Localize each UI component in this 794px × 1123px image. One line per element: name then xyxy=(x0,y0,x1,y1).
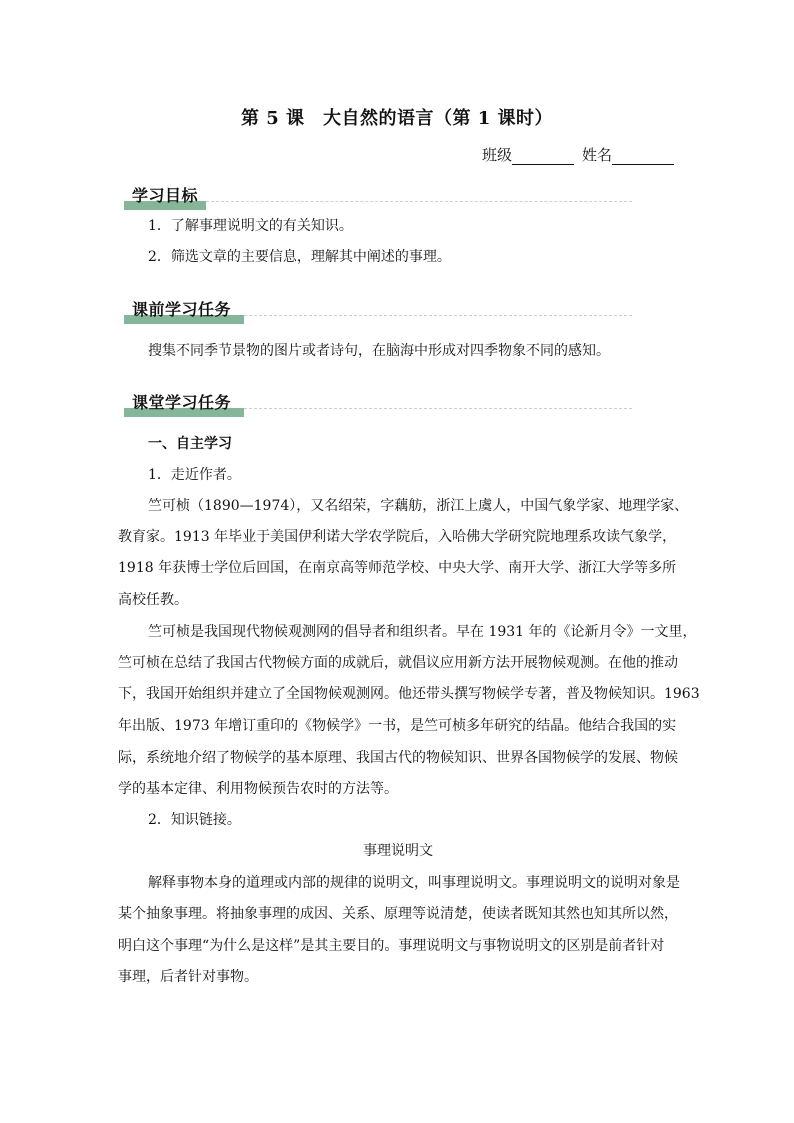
paragraph-line: 际，系统地介绍了物候学的基本原理、我国古代的物候知识、世界各国物候学的发展、物候 xyxy=(118,750,678,766)
student-info xyxy=(482,144,674,165)
goal-item: 2．筛选文章的主要信息，理解其中阐述的事理。 xyxy=(148,249,451,265)
paragraph-line: 教育家。1913 年毕业于美国伊利诺大学农学院后，入哈佛大学研究院地理系攻读气象学， xyxy=(118,529,677,545)
paragraph-line: 下，我国开始组织并建立了全国物候观测网。他还带头撰写物候学专著，普及物候知识。1963 xyxy=(118,686,700,702)
section-divider xyxy=(244,408,632,409)
list-item: 2．知识链接。 xyxy=(148,812,241,828)
section-goals-heading xyxy=(124,180,632,210)
section-label: 课前学习任务 xyxy=(132,300,232,319)
section-divider xyxy=(206,201,632,202)
page-title: 第 5 课 大自然的语言（第 1 课时） xyxy=(240,108,554,129)
section-divider xyxy=(244,315,632,316)
paragraph-line: 高校任教。 xyxy=(118,592,188,608)
name-blank[interactable] xyxy=(612,150,674,165)
paragraph-line: 某个抽象事理。将抽象事理的成因、关系、原理等说清楚，使读者既知其然也知其所以然， xyxy=(118,906,678,922)
paragraph-line: 明白这个事理“为什么是这样”是其主要目的。事理说明文与事物说明文的区别是前者针对 xyxy=(118,938,665,954)
section-label: 学习目标 xyxy=(132,186,199,205)
paragraph-line: 竺可桢是我国现代物候观测网的倡导者和组织者。早在 1931 年的《论新月令》一文里， xyxy=(148,624,697,640)
paragraph-line: 竺可桢（1890—1974），又名绍荣，字藕舫，浙江上虞人，中国气象学家、地理学家、 xyxy=(148,498,689,514)
section-label: 课堂学习任务 xyxy=(132,393,232,412)
paragraph-line: 学的基本定律、利用物候预告农时的方法等。 xyxy=(118,781,398,797)
paragraph-line: 竺可桢在总结了我国古代物候方面的成就后，就倡议应用新方法开展物候观测。在他的推动 xyxy=(118,655,678,671)
paragraph-line: 1918 年获博士学位后回国，在南京高等师范学校、中央大学、南开大学、浙江大学等多所 xyxy=(118,560,677,576)
name-label: 姓名 xyxy=(581,146,612,164)
pre-class-text: 搜集不同季节景物的图片或者诗句，在脑海中形成对四季物象不同的感知。 xyxy=(148,343,610,359)
section-in-class-heading xyxy=(124,387,632,417)
paragraph-line: 事理，后者针对事物。 xyxy=(118,969,258,985)
subheading: 一、自主学习 xyxy=(148,436,232,452)
paragraph-line: 年出版、1973 年增订重印的《物候学》一书，是竺可桢多年研究的结晶。他结合我国的实 xyxy=(118,718,677,734)
section-pre-class-heading xyxy=(124,294,632,324)
goal-item: 1．了解事理说明文的有关知识。 xyxy=(148,218,353,234)
class-label: 班级 xyxy=(481,146,512,164)
paragraph-line: 解释事物本身的道理或内部的规律的说明文，叫事理说明文。事理说明文的说明对象是 xyxy=(148,875,680,891)
class-blank[interactable] xyxy=(512,150,574,165)
link-title: 事理说明文 xyxy=(363,843,433,859)
list-item: 1．走近作者。 xyxy=(148,467,241,483)
